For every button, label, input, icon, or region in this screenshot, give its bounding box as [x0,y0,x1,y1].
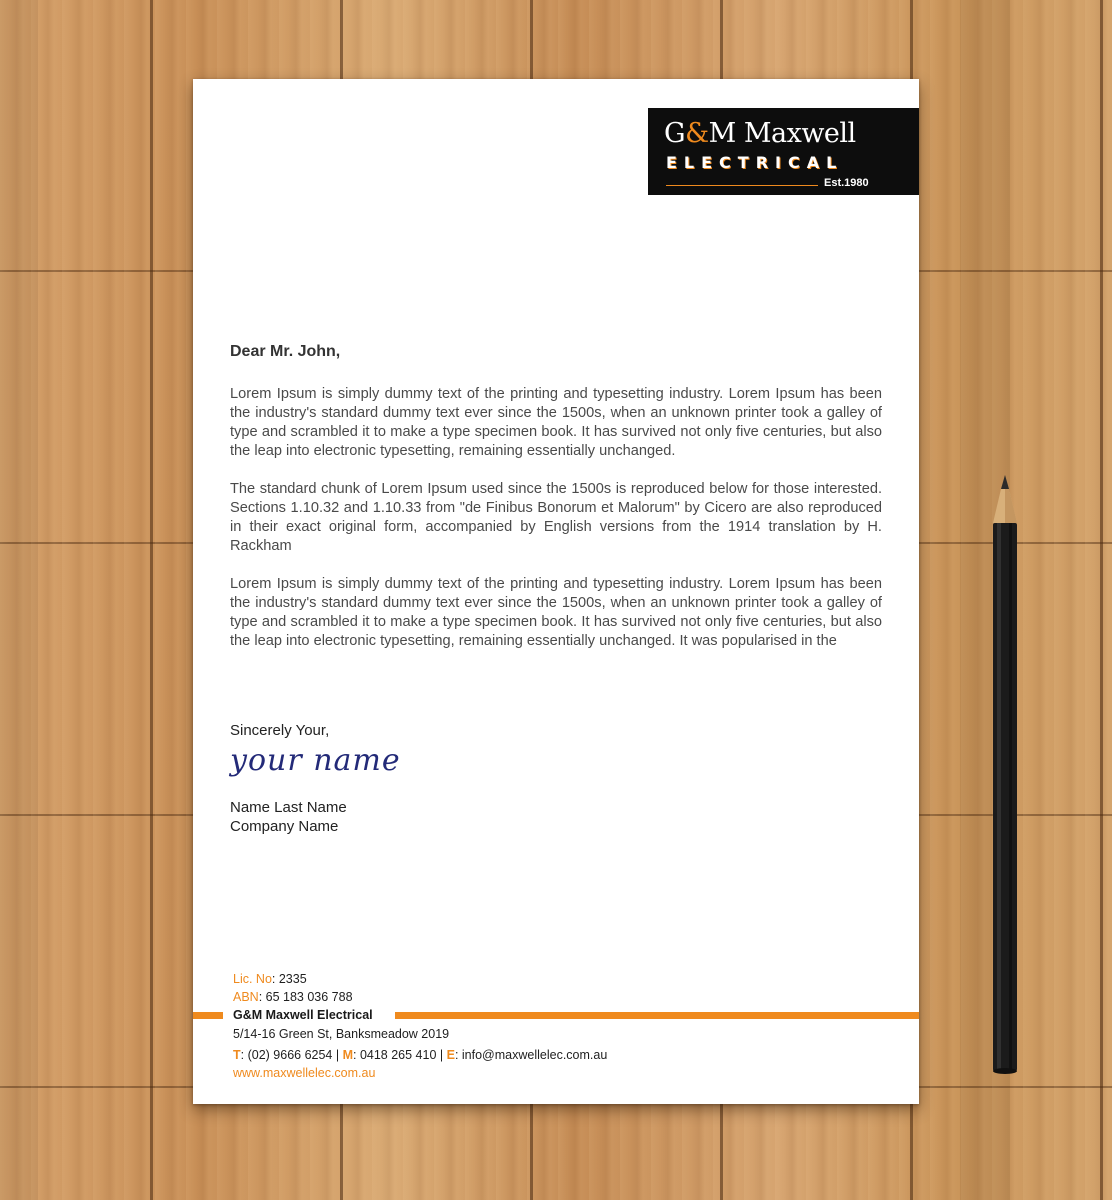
letter-closing: Sincerely Your, [230,722,330,739]
footer-website-link[interactable]: www.maxwellelec.com.au [233,1066,376,1080]
footer-company-name: G&M Maxwell Electrical [233,1008,373,1022]
letter-salutation: Dear Mr. John, [230,343,341,360]
letter-paragraph: Lorem Ipsum is simply dummy text of the printing and typesetting industry. Lorem Ipsum has been the industry's standard dummy text ever since the 1500s, when an unknown printer took a galley of type and scrambled it to make a type specimen book. It has survived not only five centuries, but also the leap into electronic typesetting, remaining essentially unchanged. It was popularised in the [230,576,882,649]
logo-divider [666,185,818,186]
signer-company: Company Name [230,818,339,835]
letter-paragraph: The standard chunk of Lorem Ipsum used since the 1500s is reproduced below for those interested. Sections 1.10.32 and 1.10.33 from "de Finibus Bonorum et Malorum" by Cicero are also reproduced in their exact original form, accompanied by English versions from the 1914 translation by H. Rackham [230,481,882,554]
signer-name: Name Last Name [230,799,347,816]
footer-accent-bar [193,1012,223,1019]
pencil-icon [991,475,1019,1075]
footer-contact: T: (02) 9666 6254 | M: 0418 265 410 | E: info@maxwellelec.com.au [233,1048,608,1062]
wood-plank-shade [0,0,38,1200]
license-number: Lic. No: 2335 [233,972,307,986]
footer-accent-bar [395,1012,919,1019]
logo-subtitle: ELECTRICAL [666,153,844,172]
company-logo [648,108,919,195]
footer-address: 5/14-16 Green St, Banksmeadow 2019 [233,1027,450,1041]
logo-company-name: G&M Maxwell [664,118,856,149]
letter-paragraph: Lorem Ipsum is simply dummy text of the printing and typesetting industry. Lorem Ipsum has been the industry's standard dummy text ever since the 1500s, when an unknown printer took a galley of type and scrambled it to make a type specimen book. It has survived not only five centuries, but also the leap into electronic typesetting, remaining essentially unchanged. [230,386,882,459]
letterhead-page [193,79,919,1104]
signature: your name [230,743,401,778]
abn-number: ABN: 65 183 036 788 [233,990,353,1004]
logo-established: Est.1980 [824,177,869,189]
